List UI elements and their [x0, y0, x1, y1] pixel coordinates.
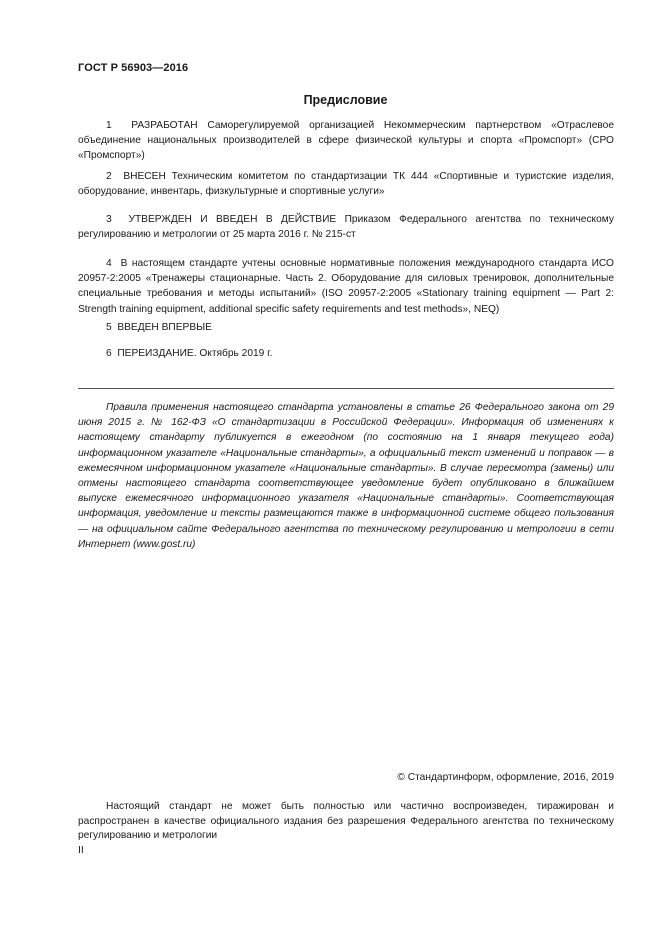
section-divider	[78, 388, 614, 389]
item-text: УТВЕРЖДЕН И ВВЕДЕН В ДЕЙСТВИЕ Приказом Федерального агентства по техническому регулированию и метрологии от 25 марта 2016 г. № 215-ст	[78, 214, 614, 241]
item-number: 1	[106, 120, 112, 131]
foreword-item-5	[78, 320, 614, 335]
item-text: ВНЕСЕН Техническим комитетом по стандартизации ТК 444 «Спортивные и туристские изделия, оборудование, инвентарь, физкультурные и спортивные услуги»	[78, 171, 614, 198]
item-text: ВВЕДЕН ВПЕРВЫЕ	[117, 322, 212, 333]
item-number: 4	[106, 258, 112, 269]
item-text: РАЗРАБОТАН Саморегулируемой организацией Некоммерческим партнерством «Отраслевое объединение национальных производителей в сфере физической культуры и спорта «Промспорт» (СРО «Промспорт»)	[78, 120, 614, 162]
application-notice: Правила применения настоящего стандарта установлены в статье 26 Федерального закона от 29 июня 2015 г. № 162-ФЗ «О стандартизации в Российской Федерации». Информация об изменениях к настоящему стандарту публикуется в ежегодном (по состоянию на 1 января текущего года) информационном указателе «Национальные стандарты», а официальный текст изменений и поправок — в ежемесячном информационном указателе «Национальные стандарты». В случае пересмотра (замены) или отмены настоящего стандарта соответствующее уведомление будет опубликовано в ближайшем выпуске ежемесячного информационного указателя «Национальные стандарты». Соответствующая информация, уведомление и тексты размещаются также в информационной системе общего пользования — на официальном сайте Федерального агентства по техническому регулированию и метрологии в сети Интернет (www.gost.ru)	[78, 402, 614, 550]
item-text: ПЕРЕИЗДАНИЕ. Октябрь 2019 г.	[117, 348, 273, 359]
copyright-line: © Стандартинформ, оформление, 2016, 2019	[397, 772, 614, 783]
item-number: 5	[106, 322, 112, 333]
standard-code: ГОСТ Р 56903—2016	[78, 62, 189, 74]
foreword-item-6	[78, 346, 614, 361]
item-number: 6	[106, 348, 112, 359]
item-text: В настоящем стандарте учтены основные нормативные положения международного стандарта ИСО 20957-2:2005 «Тренажеры стационарные. Часть 2. Оборудование для силовых тренировок, дополнительные специальные требования и методы испытаний» (ISO 20957-2:2005 «Stationary training equipment — Part 2: Strength training equipment, additional specific safety requirements and test methods», NEQ)	[78, 258, 614, 315]
foreword-item-1	[78, 118, 614, 164]
item-number: 2	[106, 171, 112, 182]
reprint-notice: Настоящий стандарт не может быть полностью или частично воспроизведен, тиражирован и распространен в качестве официального издания без разрешения Федерального агентства по техническому регулированию и метрологии	[78, 801, 614, 842]
page-title: Предисловие	[303, 93, 388, 107]
foreword-item-3	[78, 212, 614, 242]
item-number: 3	[106, 214, 112, 225]
page-number: II	[78, 844, 84, 856]
foreword-item-4	[78, 256, 614, 317]
foreword-item-2	[78, 169, 614, 199]
